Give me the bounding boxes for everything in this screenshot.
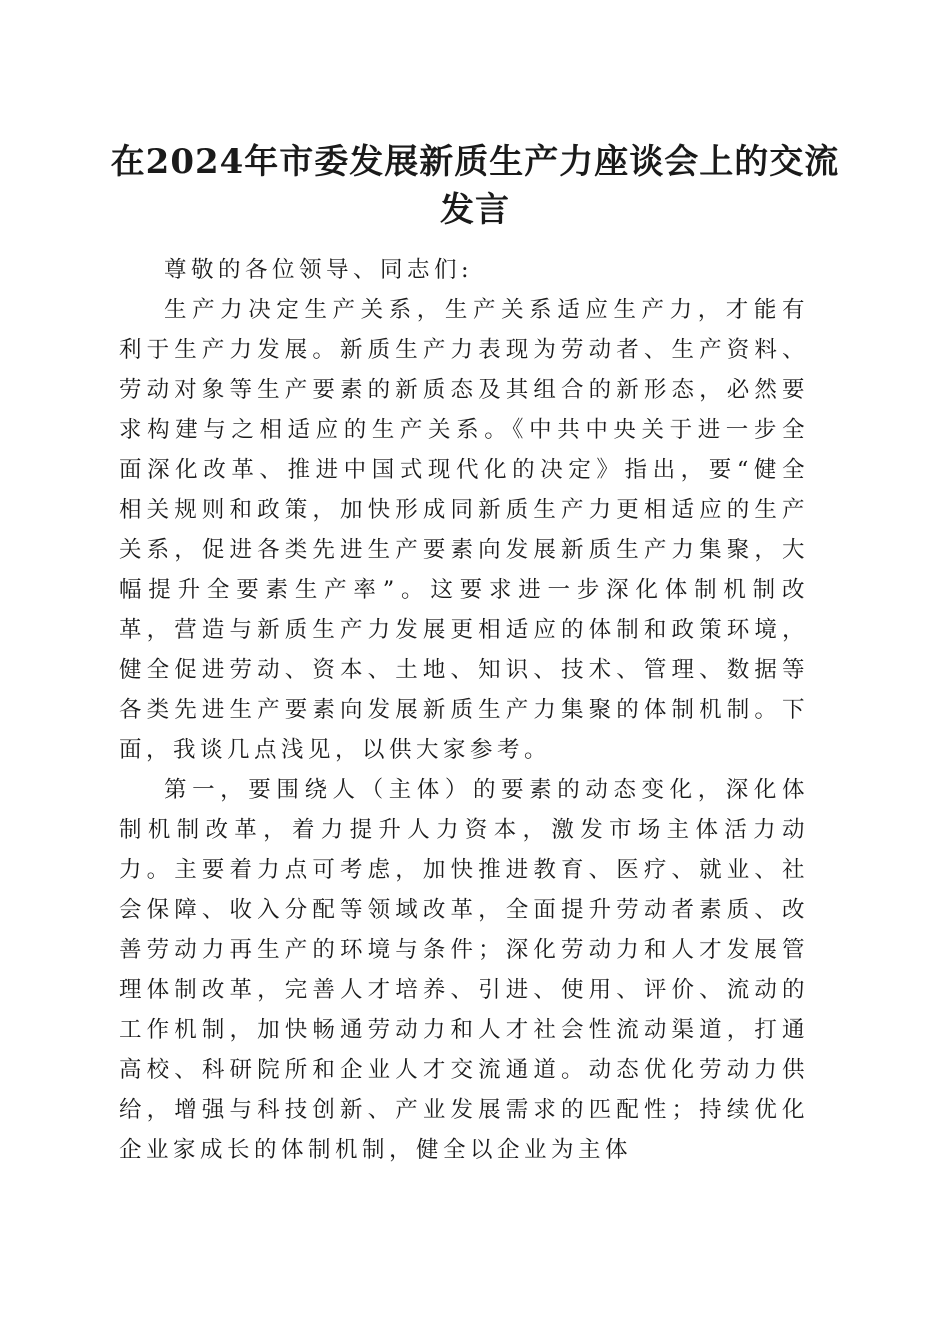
- paragraph-intro: 生产力决定生产关系，生产关系适应生产力，才能有利于生产力发展。新质生产力表现为劳动者、生产资料、劳动对象等生产要素的新质态及其组合的新形态，必然要求构建与之相适应的生产关系。《中共中央关于进一步全面深化改革、推进中国式现代化的决定》指出，要“健全相关规则和政策，加快形成同新质生产力更相适应的生产关系，促进各类先进生产要素向发展新质生产力集聚，大幅提升全要素生产率”。这要求进一步深化体制机制改革，营造与新质生产力发展更相适应的体制和政策环境，健全促进劳动、资本、土地、知识、技术、管理、数据等各类先进生产要素向发展新质生产力集聚的体制机制。下面，我谈几点浅见，以供大家参考。: [119, 297, 809, 763]
- document-title: 在2024年市委发展新质生产力座谈会上的交流发言: [110, 142, 840, 230]
- paragraph-first-point: 第一，要围绕人（主体）的要素的动态变化，深化体制机制改革，着力提升人力资本，激发市场主体活力动力。主要着力点可考虑，加快推进教育、医疗、就业、社会保障、收入分配等领域改革，全面提升劳动者素质、改善劳动力再生产的环境与条件；深化劳动力和人才发展管理体制改革，完善人才培养、引进、使用、评价、流动的工作机制，加快畅通劳动力和人才社会性流动渠道，打通高校、科研院所和企业人才交流通道。动态优化劳动力供给，增强与科技创新、产业发展需求的匹配性；持续优化企业家成长的体制机制，健全以企业为主体: [119, 777, 809, 1163]
- document-body: [119, 250, 809, 1170]
- salutation: 尊敬的各位领导、同志们:: [164, 257, 474, 283]
